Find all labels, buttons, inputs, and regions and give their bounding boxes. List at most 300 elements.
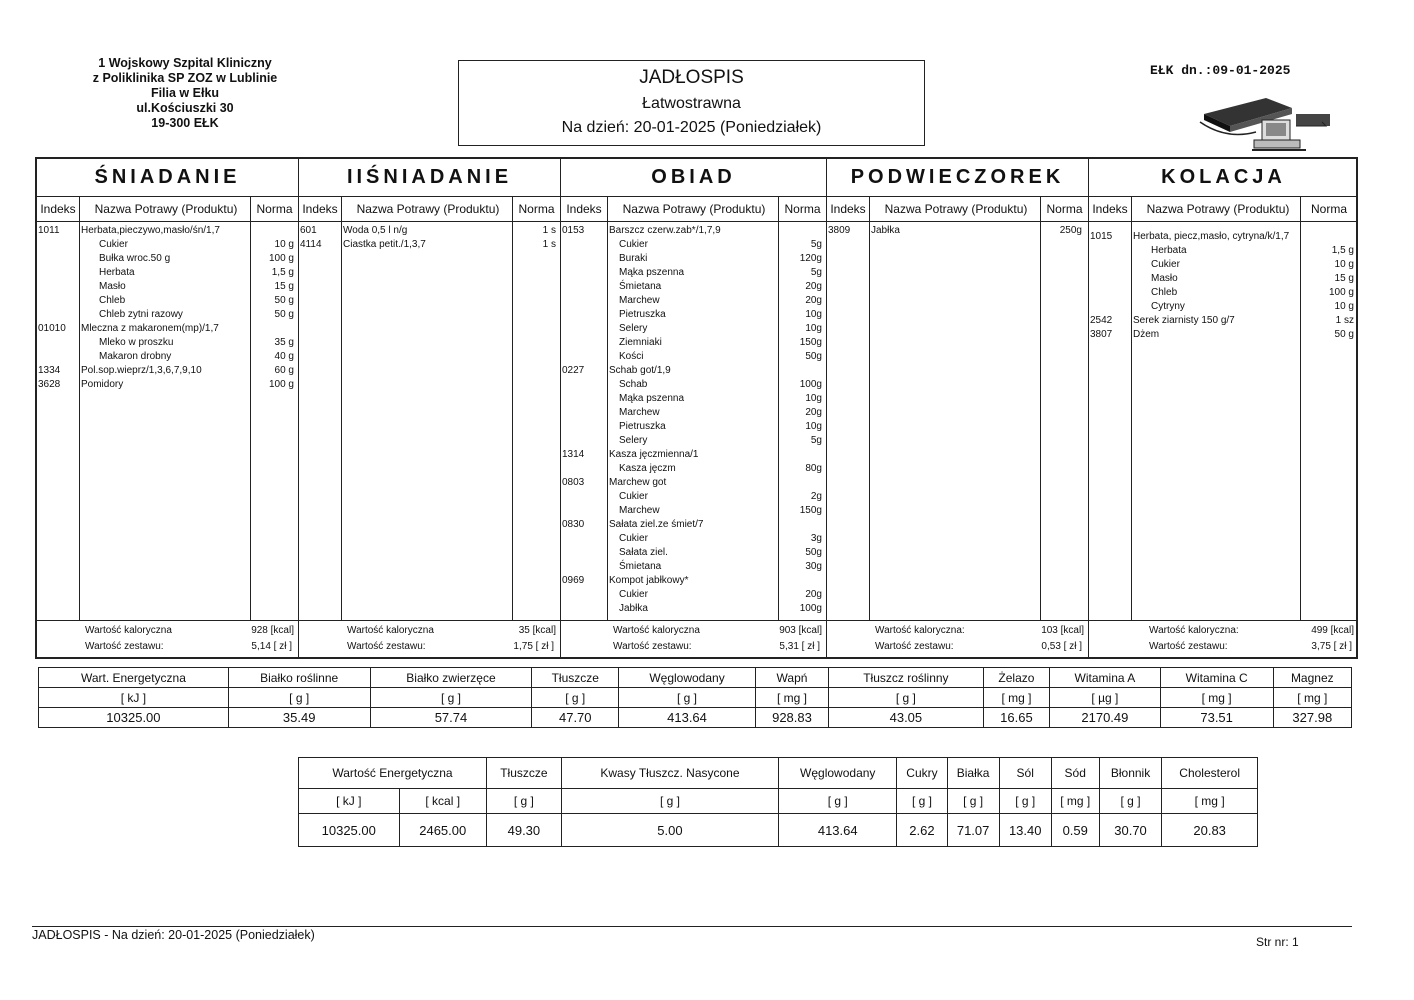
meal-column-lunch bbox=[561, 159, 827, 659]
nutrient-header: Błonnik bbox=[1099, 758, 1162, 789]
item-norm: 80g bbox=[805, 463, 822, 474]
kcal-value: 928 [kcal] bbox=[251, 625, 294, 636]
menu-item-row bbox=[561, 322, 826, 336]
nutrient-value: 413.64 bbox=[779, 814, 897, 847]
item-norm: 150g bbox=[799, 337, 822, 348]
kcal-label: Wartość kaloryczna: bbox=[875, 625, 965, 636]
item-norm: 30g bbox=[805, 561, 822, 572]
item-norm: 1 sz bbox=[1335, 315, 1354, 326]
menu-item-row bbox=[561, 224, 826, 238]
item-name: Chleb zytni razowy bbox=[99, 309, 183, 320]
meal-summary bbox=[299, 620, 560, 659]
nutrient-value: 20.83 bbox=[1162, 814, 1258, 847]
item-norm: 20g bbox=[805, 281, 822, 292]
nutrient-unit: [ g ] bbox=[370, 688, 532, 708]
nutrient-unit: [ g ] bbox=[779, 789, 897, 814]
menu-item-row bbox=[1089, 314, 1358, 328]
cost-label: Wartość zestawu: bbox=[85, 641, 164, 652]
item-norm: 120g bbox=[799, 253, 822, 264]
item-norm: 35 g bbox=[274, 337, 294, 348]
meal-summary bbox=[827, 620, 1088, 659]
nutrient-unit: [ mg ] bbox=[1162, 789, 1258, 814]
col-index: Indeks bbox=[566, 202, 602, 216]
item-norm: 5g bbox=[810, 435, 822, 446]
menu-item-row bbox=[1089, 300, 1358, 314]
nutrient-header: Magnez bbox=[1273, 668, 1351, 688]
col-index: Indeks bbox=[40, 202, 76, 216]
nutrient-header: Węglowodany bbox=[619, 668, 756, 688]
item-norm: 150g bbox=[799, 505, 822, 516]
item-index: 4114 bbox=[300, 239, 322, 250]
menu-item-row bbox=[561, 252, 826, 266]
cost-value: 3,75 [ zł ] bbox=[1311, 641, 1352, 652]
menu-item-row bbox=[561, 532, 826, 546]
item-name: Ziemniaki bbox=[619, 337, 662, 348]
nutrient-unit: [ g ] bbox=[897, 789, 947, 814]
item-norm: 50g bbox=[805, 547, 822, 558]
nutrient-value: 73.51 bbox=[1160, 708, 1273, 728]
kcal-value: 499 [kcal] bbox=[1311, 625, 1354, 636]
col-index: Indeks bbox=[302, 202, 338, 216]
item-norm: 5g bbox=[810, 239, 822, 250]
hospital-line: ul.Kościuszki 30 bbox=[136, 101, 234, 115]
hospital-line: 1 Wojskowy Szpital Kliniczny bbox=[98, 56, 272, 70]
nutrient-value: 928.83 bbox=[755, 708, 828, 728]
menu-item-row bbox=[561, 280, 826, 294]
menu-item-row bbox=[37, 266, 298, 280]
item-name: Kasza jęczmienna/1 bbox=[609, 449, 699, 460]
menu-item-row bbox=[37, 280, 298, 294]
nutrient-unit: [ mg ] bbox=[1160, 688, 1273, 708]
hospital-line: Filia w Ełku bbox=[150, 86, 220, 100]
menu-date: Na dzień: 20-01-2025 (Poniedziałek) bbox=[561, 119, 822, 136]
nutrient-header: Wart. Energetyczna bbox=[39, 668, 229, 688]
nutrient-header: Wapń bbox=[755, 668, 828, 688]
nutrient-unit: [ mg ] bbox=[1051, 789, 1099, 814]
col-norm: Norma bbox=[784, 202, 821, 216]
item-name: Masło bbox=[99, 281, 126, 292]
item-index: 3628 bbox=[38, 379, 61, 390]
item-index: 3809 bbox=[828, 225, 851, 236]
item-norm: 20g bbox=[805, 589, 822, 600]
item-index: 2542 bbox=[1090, 315, 1113, 326]
col-name: Nazwa Potrawy (Produktu) bbox=[94, 202, 238, 216]
menu-item-row bbox=[1089, 230, 1358, 244]
item-index: 1314 bbox=[562, 449, 585, 460]
nutrient-unit: [ mg ] bbox=[983, 688, 1049, 708]
item-index: 0227 bbox=[562, 365, 585, 376]
menu-item-row bbox=[299, 224, 560, 238]
nutrition-table-summary bbox=[298, 757, 1258, 847]
nutrient-header: Tłuszcze bbox=[486, 758, 561, 789]
item-norm: 10 g bbox=[1334, 259, 1354, 270]
menu-item-row bbox=[561, 448, 826, 462]
nutrient-value: 57.74 bbox=[370, 708, 532, 728]
item-name: Marchew got bbox=[609, 477, 667, 488]
nutrient-header: Cholesterol bbox=[1162, 758, 1258, 789]
meal-column-afternoon-snack bbox=[827, 159, 1089, 659]
menu-item-row bbox=[37, 336, 298, 350]
item-norm: 10 g bbox=[274, 239, 294, 250]
item-name: Mąka pszenna bbox=[619, 393, 685, 404]
item-name: Kompot jabłkowy* bbox=[609, 575, 689, 586]
meal-column-supper bbox=[1089, 159, 1358, 659]
menu-item-row bbox=[37, 350, 298, 364]
issue-date: EŁK dn.:09-01-2025 bbox=[1150, 63, 1291, 78]
meal-summary bbox=[1089, 620, 1358, 659]
hospital-line: 19-300 EŁK bbox=[151, 116, 219, 130]
item-norm: 2g bbox=[810, 491, 822, 502]
meal-column-breakfast bbox=[37, 159, 299, 659]
meal-title: IIŚNIADANIE bbox=[299, 159, 560, 197]
kcal-label: Wartość kaloryczna bbox=[347, 625, 434, 636]
menu-item-row bbox=[561, 546, 826, 560]
menu-item-row bbox=[37, 224, 298, 238]
kcal-value: 35 [kcal] bbox=[518, 625, 556, 636]
item-name: Schab got/1,9 bbox=[609, 365, 671, 376]
item-name: Cukier bbox=[99, 239, 128, 250]
menu-item-row bbox=[561, 518, 826, 532]
table-unit-row bbox=[299, 789, 1258, 814]
menu-item-row bbox=[561, 406, 826, 420]
nutrient-header: Wartość Energetyczna bbox=[299, 758, 487, 789]
item-norm: 100g bbox=[799, 603, 822, 614]
column-headers bbox=[37, 197, 298, 222]
meal-column-second-breakfast bbox=[299, 159, 561, 659]
nutrient-unit: [ g ] bbox=[561, 789, 778, 814]
nutrition-table-primary bbox=[38, 667, 1352, 728]
item-name: Cukier bbox=[619, 589, 648, 600]
item-name: Dżem bbox=[1133, 329, 1160, 340]
item-name: Herbata bbox=[99, 267, 135, 278]
column-headers bbox=[561, 197, 826, 222]
menu-item-row bbox=[561, 462, 826, 476]
cost-label: Wartość zestawu: bbox=[875, 641, 954, 652]
item-name: Herbata,pieczywo,masło/śn/1,7 bbox=[81, 225, 220, 236]
item-index: 0830 bbox=[562, 519, 585, 530]
page-number: Str nr: 1 bbox=[1256, 935, 1299, 949]
item-name: Cukier bbox=[1151, 259, 1180, 270]
menu-item-row bbox=[561, 238, 826, 252]
cost-value: 1,75 [ zł ] bbox=[513, 641, 554, 652]
item-norm: 1 s bbox=[542, 225, 556, 236]
item-norm: 15 g bbox=[1334, 273, 1354, 284]
nutrient-header: Cukry bbox=[897, 758, 947, 789]
menu-item-row bbox=[561, 490, 826, 504]
item-name: Ciastka petit./1,3,7 bbox=[343, 239, 426, 250]
col-index: Indeks bbox=[830, 202, 866, 216]
meal-title: PODWIECZOREK bbox=[827, 159, 1088, 197]
menu-item-row bbox=[37, 238, 298, 252]
nutrient-value: 0.59 bbox=[1051, 814, 1099, 847]
menu-item-row bbox=[561, 504, 826, 518]
item-index: 01010 bbox=[38, 323, 66, 334]
nutrient-unit: [ g ] bbox=[486, 789, 561, 814]
nutrient-header: Kwasy Tłuszcz. Nasycone bbox=[561, 758, 778, 789]
item-name: Jabłka bbox=[871, 225, 900, 236]
nutrient-value: 2170.49 bbox=[1050, 708, 1161, 728]
menu-item-row bbox=[561, 336, 826, 350]
title-box bbox=[458, 60, 925, 146]
item-index: 3807 bbox=[1090, 329, 1113, 340]
col-norm: Norma bbox=[256, 202, 293, 216]
item-norm: 50 g bbox=[274, 295, 294, 306]
col-norm: Norma bbox=[518, 202, 555, 216]
table-unit-row bbox=[39, 688, 1352, 708]
menu-item-row bbox=[561, 294, 826, 308]
menu-item-row bbox=[37, 364, 298, 378]
page-title: JADŁOSPIS bbox=[639, 67, 744, 88]
nutrient-value: 71.07 bbox=[947, 814, 999, 847]
col-norm: Norma bbox=[1046, 202, 1083, 216]
column-headers bbox=[299, 197, 560, 222]
kcal-value: 903 [kcal] bbox=[779, 625, 822, 636]
nutrient-value: 47.70 bbox=[532, 708, 619, 728]
item-name: Sałata ziel.ze śmiet/7 bbox=[609, 519, 704, 530]
nutrient-value: 13.40 bbox=[999, 814, 1051, 847]
cost-label: Wartość zestawu: bbox=[613, 641, 692, 652]
menu-item-row bbox=[561, 574, 826, 588]
menu-item-row bbox=[37, 322, 298, 336]
item-index: 1015 bbox=[1090, 231, 1113, 242]
nutrient-value: 16.65 bbox=[983, 708, 1049, 728]
item-norm: 20g bbox=[805, 407, 822, 418]
item-index: 1011 bbox=[38, 225, 60, 236]
item-name: Chleb bbox=[1151, 287, 1178, 298]
table-value-row bbox=[299, 814, 1258, 847]
nutrient-header: Węglowodany bbox=[779, 758, 897, 789]
item-norm: 40 g bbox=[274, 351, 294, 362]
menu-item-row bbox=[561, 434, 826, 448]
item-name: Śmietana bbox=[619, 561, 662, 572]
item-norm: 1,5 g bbox=[1331, 245, 1354, 256]
menu-item-row bbox=[561, 560, 826, 574]
cost-value: 5,14 [ zł ] bbox=[251, 641, 292, 652]
menu-item-row bbox=[37, 252, 298, 266]
footer-divider bbox=[32, 926, 1352, 927]
item-norm: 50g bbox=[805, 351, 822, 362]
item-name: Masło bbox=[1151, 273, 1178, 284]
nutrient-header: Tłuszcz roślinny bbox=[829, 668, 984, 688]
hospital-line: z Poliklinika SP ZOZ w Lublinie bbox=[92, 71, 278, 85]
nutrient-value: 49.30 bbox=[486, 814, 561, 847]
menu-item-row bbox=[561, 588, 826, 602]
nutrient-unit: [ g ] bbox=[1099, 789, 1162, 814]
menu-item-row bbox=[1089, 272, 1358, 286]
nutrient-value: 2.62 bbox=[897, 814, 947, 847]
page-footer: JADŁOSPIS - Na dzień: 20-01-2025 (Poniedziałek) bbox=[32, 928, 315, 942]
item-norm: 3g bbox=[810, 533, 822, 544]
menu-item-row bbox=[1089, 286, 1358, 300]
item-norm: 50 g bbox=[274, 309, 294, 320]
item-name: Mleczna z makaronem(mp)/1,7 bbox=[81, 323, 219, 334]
item-name: Schab bbox=[619, 379, 648, 390]
col-norm: Norma bbox=[1310, 202, 1347, 216]
cost-value: 0,53 [ zł ] bbox=[1041, 641, 1082, 652]
item-norm: 20g bbox=[805, 295, 822, 306]
item-index: 0969 bbox=[562, 575, 585, 586]
item-norm: 5g bbox=[810, 267, 822, 278]
item-name: Selery bbox=[619, 435, 648, 446]
item-name: Śmietana bbox=[619, 281, 662, 292]
table-value-row bbox=[39, 708, 1352, 728]
item-norm: 10g bbox=[805, 309, 822, 320]
item-index: 601 bbox=[300, 225, 317, 236]
menu-item-row bbox=[561, 602, 826, 616]
item-norm: 1,5 g bbox=[271, 267, 294, 278]
item-name: Kasza jęczm bbox=[619, 463, 676, 474]
nutrient-unit: [ g ] bbox=[947, 789, 999, 814]
item-name: Mąka pszenna bbox=[619, 267, 685, 278]
col-name: Nazwa Potrawy (Produktu) bbox=[1146, 202, 1290, 216]
nutrient-header: Sód bbox=[1051, 758, 1099, 789]
menu-item-row bbox=[561, 420, 826, 434]
menu-item-row bbox=[1089, 258, 1358, 272]
kcal-label: Wartość kaloryczna: bbox=[1149, 625, 1239, 636]
item-name: Herbata bbox=[1151, 245, 1187, 256]
nutrient-header: Sól bbox=[999, 758, 1051, 789]
nutrient-unit: [ µg ] bbox=[1050, 688, 1161, 708]
item-norm: 10 g bbox=[1334, 301, 1354, 312]
item-norm: 250g bbox=[1059, 225, 1082, 236]
hospital-address bbox=[60, 56, 310, 131]
menu-item-row bbox=[1089, 328, 1358, 342]
nutrient-value: 10325.00 bbox=[39, 708, 229, 728]
item-norm: 10g bbox=[805, 421, 822, 432]
nutrient-value: 43.05 bbox=[829, 708, 984, 728]
col-name: Nazwa Potrawy (Produktu) bbox=[884, 202, 1028, 216]
item-norm: 100g bbox=[799, 379, 822, 390]
nutrient-unit: [ g ] bbox=[999, 789, 1051, 814]
item-name: Chleb bbox=[99, 295, 126, 306]
item-name: Cukier bbox=[619, 239, 648, 250]
item-index: 0153 bbox=[562, 225, 585, 236]
item-name: Buraki bbox=[619, 253, 648, 264]
item-name: Cukier bbox=[619, 491, 648, 502]
nutrient-unit: [ mg ] bbox=[1273, 688, 1351, 708]
nutrient-header: Białko roślinne bbox=[228, 668, 370, 688]
item-name: Cukier bbox=[619, 533, 648, 544]
item-name: Cytryny bbox=[1151, 301, 1185, 312]
menu-item-row bbox=[37, 378, 298, 392]
nutrient-value: 413.64 bbox=[619, 708, 756, 728]
menu-item-row bbox=[561, 378, 826, 392]
nutrient-value: 327.98 bbox=[1273, 708, 1351, 728]
kcal-label: Wartość kaloryczna bbox=[85, 625, 172, 636]
nutrient-header: Żelazo bbox=[983, 668, 1049, 688]
menu-item-row bbox=[37, 308, 298, 322]
item-name: Serek ziarnisty 150 g/7 bbox=[1133, 315, 1235, 326]
item-name: Marchew bbox=[619, 295, 660, 306]
item-name: Herbata, piecz,masło, cytryna/k/1,7 bbox=[1133, 231, 1290, 242]
item-name: Sałata ziel. bbox=[619, 547, 668, 558]
menu-item-row bbox=[299, 238, 560, 252]
item-norm: 50 g bbox=[1334, 329, 1354, 340]
column-headers bbox=[1089, 197, 1358, 222]
nutrient-unit: [ kcal ] bbox=[399, 789, 486, 814]
item-name: Bułka wroc.50 g bbox=[99, 253, 171, 264]
table-header-row bbox=[299, 758, 1258, 789]
col-name: Nazwa Potrawy (Produktu) bbox=[622, 202, 766, 216]
nutrient-unit: [ kJ ] bbox=[39, 688, 229, 708]
nutrient-value: 35.49 bbox=[228, 708, 370, 728]
nutrient-header: Witamina A bbox=[1050, 668, 1161, 688]
item-norm: 100 g bbox=[268, 253, 294, 264]
nutrient-value: 10325.00 bbox=[299, 814, 400, 847]
item-name: Makaron drobny bbox=[99, 351, 172, 362]
menu-item-row bbox=[827, 224, 1088, 238]
meal-title: OBIAD bbox=[561, 159, 826, 197]
cost-value: 5,31 [ zł ] bbox=[779, 641, 820, 652]
nutrient-unit: [ kJ ] bbox=[299, 789, 400, 814]
item-name: Kości bbox=[619, 351, 644, 362]
computer-clipart-icon bbox=[1196, 92, 1336, 154]
column-headers bbox=[827, 197, 1088, 222]
menu-item-row bbox=[37, 294, 298, 308]
kcal-value: 103 [kcal] bbox=[1041, 625, 1084, 636]
menu-item-row bbox=[561, 476, 826, 490]
menu-item-row bbox=[561, 308, 826, 322]
menu-item-row bbox=[1089, 244, 1358, 258]
item-name: Selery bbox=[619, 323, 648, 334]
nutrient-unit: [ g ] bbox=[532, 688, 619, 708]
item-name: Jabłka bbox=[619, 603, 648, 614]
diet-name: Łatwostrawna bbox=[642, 95, 741, 112]
item-name: Pomidory bbox=[81, 379, 124, 390]
nutrient-unit: [ mg ] bbox=[755, 688, 828, 708]
item-index: 1334 bbox=[38, 365, 61, 376]
meal-title: KOLACJA bbox=[1089, 159, 1358, 197]
item-name: Marchew bbox=[619, 505, 660, 516]
item-name: Mleko w proszku bbox=[99, 337, 174, 348]
kcal-label: Wartość kaloryczna bbox=[613, 625, 700, 636]
item-norm: 10g bbox=[805, 393, 822, 404]
col-name: Nazwa Potrawy (Produktu) bbox=[356, 202, 500, 216]
item-norm: 1 s bbox=[542, 239, 556, 250]
item-index: 0803 bbox=[562, 477, 585, 488]
item-name: Pol.sop.wieprz/1,3,6,7,9,10 bbox=[81, 365, 202, 376]
item-name: Pietruszka bbox=[619, 309, 666, 320]
nutrient-value: 2465.00 bbox=[399, 814, 486, 847]
menu-item-row bbox=[561, 364, 826, 378]
item-norm: 15 g bbox=[274, 281, 294, 292]
nutrient-header: Witamina C bbox=[1160, 668, 1273, 688]
nutrient-header: Białka bbox=[947, 758, 999, 789]
menu-item-row bbox=[561, 266, 826, 280]
nutrient-unit: [ g ] bbox=[829, 688, 984, 708]
menu-item-row bbox=[561, 392, 826, 406]
item-name: Woda 0,5 l n/g bbox=[343, 225, 408, 236]
nutrient-header: Białko zwierzęce bbox=[370, 668, 532, 688]
table-header-row bbox=[39, 668, 1352, 688]
item-norm: 10g bbox=[805, 323, 822, 334]
meal-summary bbox=[561, 620, 826, 659]
menu-item-row bbox=[561, 350, 826, 364]
item-name: Pietruszka bbox=[619, 421, 666, 432]
cost-label: Wartość zestawu: bbox=[1149, 641, 1228, 652]
item-norm: 100 g bbox=[1328, 287, 1354, 298]
item-name: Barszcz czerw.zab*/1,7,9 bbox=[609, 225, 721, 236]
item-name: Marchew bbox=[619, 407, 660, 418]
meal-title: ŚNIADANIE bbox=[37, 159, 298, 197]
nutrient-unit: [ g ] bbox=[619, 688, 756, 708]
meal-summary bbox=[37, 620, 298, 659]
item-norm: 60 g bbox=[274, 365, 294, 376]
nutrient-header: Tłuszcze bbox=[532, 668, 619, 688]
col-index: Indeks bbox=[1092, 202, 1128, 216]
meal-grid bbox=[35, 157, 1358, 659]
nutrient-value: 5.00 bbox=[561, 814, 778, 847]
